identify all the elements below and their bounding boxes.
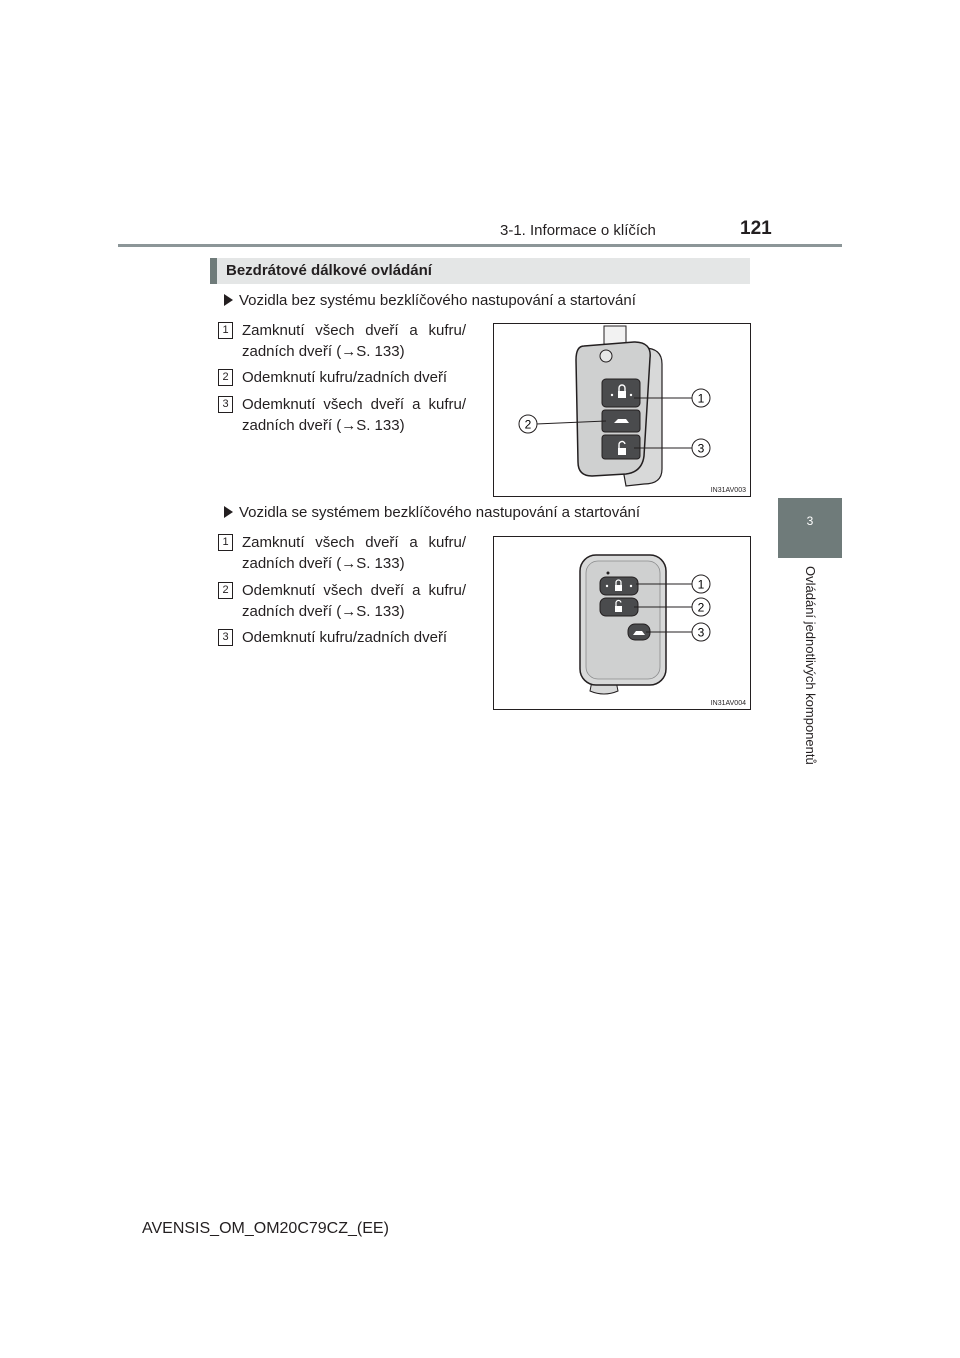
key-ring-hole-icon <box>600 350 612 362</box>
section-marker <box>210 258 217 284</box>
flip-key-illustration <box>494 324 750 496</box>
item-text: Odemknutí všech dveří a kufru/ zadních dveří (→S. 133) <box>242 582 466 620</box>
item-text: Zamknutí všech dveří a kufru/ zadních dveří (→S. 133) <box>242 534 466 572</box>
item-text: Odemknutí všech dveří a kufru/ zadních dveří (→S. 133) <box>242 396 466 434</box>
item-number-badge: 1 <box>218 322 233 339</box>
item-number-badge: 3 <box>218 629 233 646</box>
item-text: Odemknutí kufru/zadních dveří <box>242 629 448 646</box>
list-item <box>218 532 466 574</box>
callout-3-label: 3 <box>697 441 705 456</box>
smart-key-illustration <box>494 537 750 709</box>
list-item <box>218 367 466 388</box>
subheading-without-keyless <box>224 292 636 309</box>
header-section-title: 3-1. Informace o klíčích <box>500 222 656 239</box>
subheading-with-keyless <box>224 504 640 521</box>
callout-1-label: 1 <box>697 391 705 406</box>
item-number-badge: 1 <box>218 534 233 551</box>
figure-flip-key <box>493 323 751 497</box>
list-item <box>218 394 466 436</box>
chapter-title: Ovládání jednotlivých komponentů <box>803 566 818 765</box>
section-heading-bar <box>210 258 750 284</box>
section-title: Bezdrátové dálkové ovládání <box>226 262 432 279</box>
subheading-text: Vozidla se systémem bezklíčového nastupování a startování <box>239 504 641 521</box>
list-item <box>218 627 466 648</box>
list-item <box>218 320 466 362</box>
chapter-number: 3 <box>806 514 814 528</box>
footer-document-code: AVENSIS_OM_OM20C79CZ_(EE) <box>142 1220 389 1237</box>
callout-2-label: 2 <box>697 600 705 615</box>
unlock-button-icon <box>602 435 640 459</box>
item-number-badge: 2 <box>218 369 233 386</box>
subheading-text: Vozidla bez systému bezklíčového nastupování a startování <box>239 292 636 309</box>
triangle-bullet-icon <box>224 294 233 306</box>
header-rule <box>118 244 842 247</box>
list-item <box>218 580 466 622</box>
figure-code: IN31AV004 <box>710 700 746 707</box>
item-text: Odemknutí kufru/zadních dveří <box>242 369 448 386</box>
callout-3-label: 3 <box>697 625 705 640</box>
chapter-title-vertical <box>804 566 818 796</box>
item-text: Zamknutí všech dveří a kufru/ zadních dveří (→S. 133) <box>242 322 466 360</box>
key-blade-icon <box>604 326 626 344</box>
page-number: 121 <box>740 218 772 239</box>
item-number-badge: 2 <box>218 582 233 599</box>
item-number-badge: 3 <box>218 396 233 413</box>
callout-2-label: 2 <box>524 417 532 432</box>
callout-1-label: 1 <box>697 577 705 592</box>
figure-smart-key <box>493 536 751 710</box>
triangle-bullet-icon <box>224 506 233 518</box>
chapter-tab <box>778 498 842 558</box>
figure-code: IN31AV003 <box>710 487 746 494</box>
